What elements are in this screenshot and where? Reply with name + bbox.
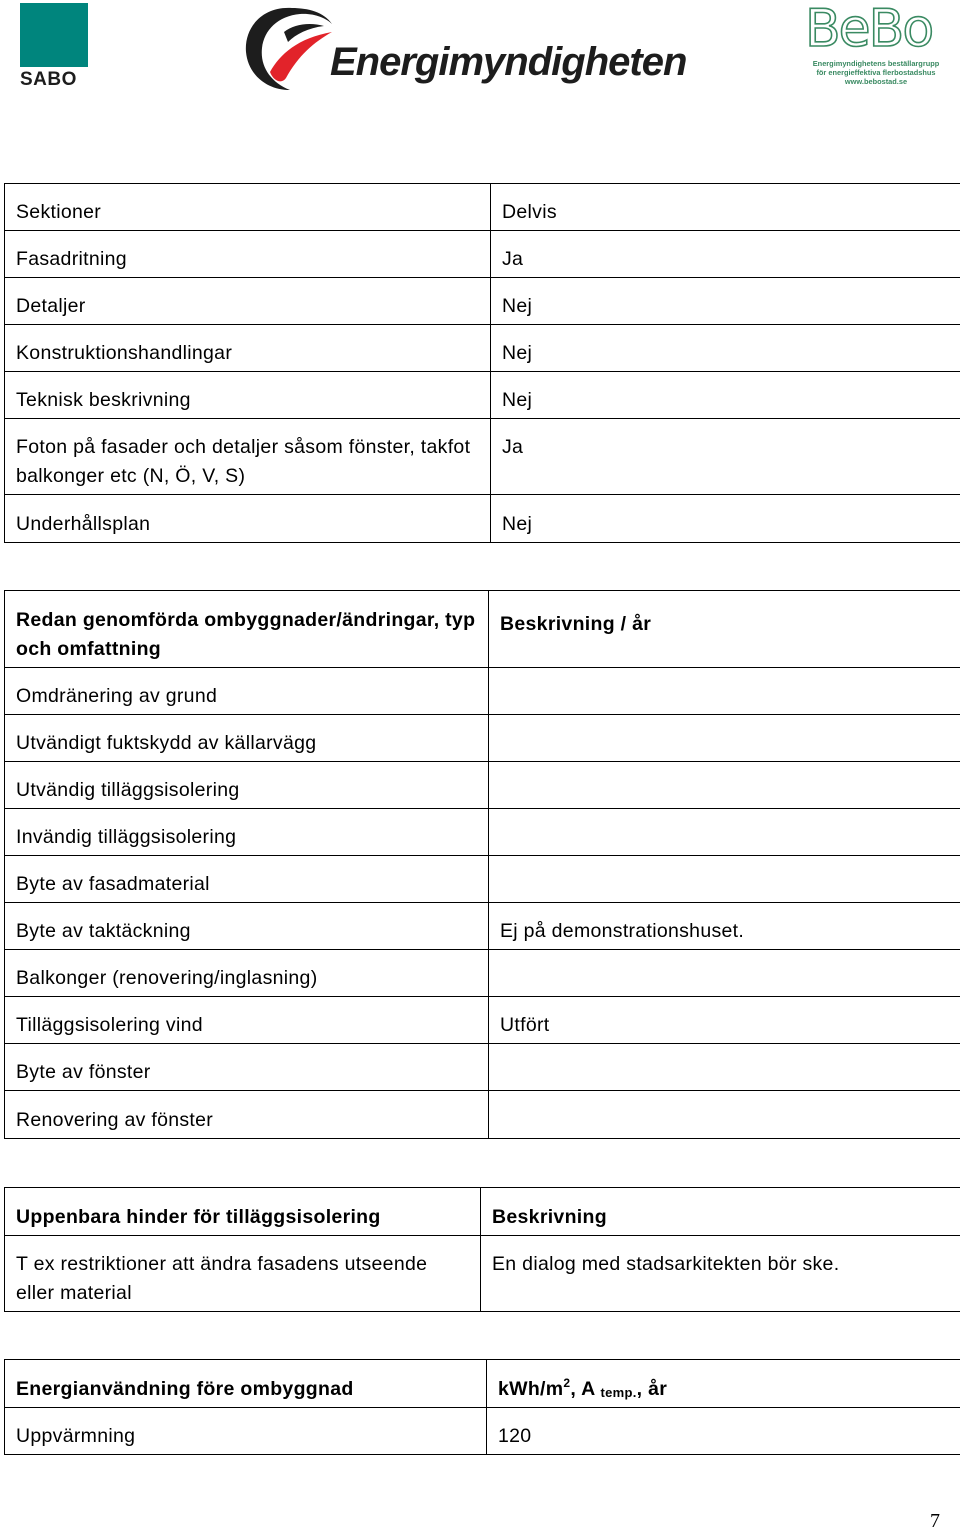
row-value: Nej (491, 495, 960, 543)
table-row (5, 903, 960, 950)
row-value: Nej (491, 372, 960, 419)
row-label: Balkonger (renovering/inglasning) (5, 950, 489, 997)
energimyndigheten-swoosh-icon (240, 2, 336, 94)
sabo-logo (20, 3, 88, 91)
table-header-row (5, 1360, 960, 1408)
row-label: Teknisk beskrivning (5, 372, 491, 419)
row-value: Ja (491, 231, 960, 278)
row-value (489, 1044, 960, 1091)
row-value (489, 1091, 960, 1139)
bebo-tagline (807, 59, 945, 86)
row-label: Underhållsplan (5, 495, 491, 543)
energy-unit-mid: , A (570, 1378, 595, 1400)
table-row (5, 372, 960, 419)
energy-table (4, 1359, 960, 1455)
bebo-wordmark: BeBo (805, 0, 933, 59)
row-value: Nej (491, 325, 960, 372)
row-value (489, 668, 960, 715)
table-header-row (5, 591, 960, 668)
row-value (489, 950, 960, 997)
row-label: Utvändigt fuktskydd av källarvägg (5, 715, 489, 762)
row-label: Tilläggsisolering vind (5, 997, 489, 1044)
table-header-row (5, 1188, 960, 1236)
row-value (489, 856, 960, 903)
obstacles-header-left: Uppenbara hinder för tilläggsisolering (5, 1188, 481, 1236)
sabo-logo-text: SABO (20, 69, 77, 90)
row-label: Uppvärmning (5, 1408, 487, 1455)
row-value: 120 (487, 1408, 960, 1455)
row-label: Renovering av fönster (5, 1091, 489, 1139)
page-number: 7 (930, 1510, 940, 1532)
row-label: Sektioner (5, 184, 491, 231)
table-row (5, 997, 960, 1044)
row-label: Fasadritning (5, 231, 491, 278)
obstacles-header-right: Beskrivning (481, 1188, 960, 1236)
table-row (5, 1044, 960, 1091)
energy-unit-sup: 2 (563, 1376, 571, 1390)
row-label: Byte av taktäckning (5, 903, 489, 950)
row-label: Detaljer (5, 278, 491, 325)
table-row (5, 495, 960, 543)
table-row (5, 809, 960, 856)
bebo-url: www.bebostad.se (844, 77, 908, 86)
page-header (0, 0, 960, 100)
energy-header-left: Energianvändning före ombyggnad (5, 1360, 487, 1408)
table-row (5, 715, 960, 762)
obstacles-table (4, 1187, 960, 1312)
row-label: Foton på fasader och detaljer såsom fönster, takfot balkonger etc (N, Ö, V, S) (5, 419, 491, 495)
row-label: Invändig tilläggsisolering (5, 809, 489, 856)
bebo-logo (805, 0, 945, 93)
row-value (489, 762, 960, 809)
table-row (5, 231, 960, 278)
table-row (5, 184, 960, 231)
energimyndigheten-logo (240, 2, 687, 94)
bebo-tagline-line2: för energieffektiva flerbostadshus (816, 68, 936, 77)
table-row (5, 762, 960, 809)
documentation-table (4, 183, 960, 543)
sabo-logo-square (20, 3, 88, 67)
row-value (489, 715, 960, 762)
table-row (5, 1408, 960, 1455)
table-row (5, 950, 960, 997)
table-row (5, 1091, 960, 1139)
row-label: Konstruktionshandlingar (5, 325, 491, 372)
table-row (5, 278, 960, 325)
renovations-table (4, 590, 960, 1139)
table-row (5, 325, 960, 372)
table-row (5, 856, 960, 903)
energy-unit-sub: temp. (600, 1385, 637, 1400)
table-row (5, 1236, 960, 1312)
energimyndigheten-wordmark: Energimyndigheten (330, 40, 687, 84)
row-value: Ej på demonstrationshuset. (489, 903, 960, 950)
energy-header-right (487, 1360, 960, 1408)
row-value: Delvis (491, 184, 960, 231)
row-label: T ex restriktioner att ändra fasadens utseende eller material (5, 1236, 481, 1312)
table-row (5, 668, 960, 715)
row-value (489, 809, 960, 856)
renovations-header-right: Beskrivning / år (489, 591, 960, 668)
row-value: Utfört (489, 997, 960, 1044)
row-label: Byte av fasadmaterial (5, 856, 489, 903)
renovations-header-left: Redan genomförda ombyggnader/ändringar, typ och omfattning (5, 591, 489, 668)
row-value: Ja (491, 419, 960, 495)
row-value: En dialog med stadsarkitekten bör ske. (481, 1236, 960, 1312)
row-label: Byte av fönster (5, 1044, 489, 1091)
table-row (5, 419, 960, 495)
energy-unit-prefix: kWh/m (498, 1378, 564, 1400)
row-value: Nej (491, 278, 960, 325)
row-label: Utvändig tilläggsisolering (5, 762, 489, 809)
energy-unit-suffix: , år (636, 1378, 668, 1400)
bebo-tagline-line1: Energimyndighetens beställargrupp (812, 59, 940, 68)
row-label: Omdränering av grund (5, 668, 489, 715)
